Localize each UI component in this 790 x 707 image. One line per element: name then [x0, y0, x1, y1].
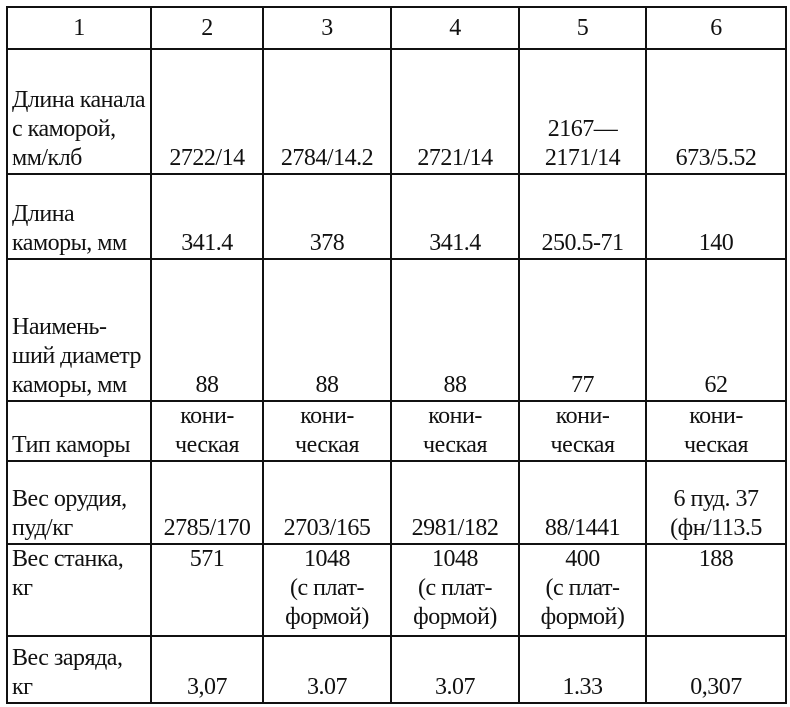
- table-row: [7, 174, 786, 259]
- row-label: Вес станка, кг: [7, 544, 151, 636]
- row-label: Наимень- ший диаметр каморы, мм: [7, 259, 151, 401]
- table-cell: 88: [263, 259, 391, 401]
- table-row: [7, 461, 786, 544]
- table-cell: 0,307: [646, 636, 786, 703]
- table-cell: 2703/165: [263, 461, 391, 544]
- table-cell: 2722/14: [151, 49, 263, 174]
- table-cell: 341.4: [391, 174, 519, 259]
- table-cell: 2167— 2171/14: [519, 49, 646, 174]
- row-label: Тип каморы: [7, 401, 151, 461]
- table-cell: кони- ческая: [391, 401, 519, 461]
- table-row: [7, 259, 786, 401]
- table-row: [7, 544, 786, 636]
- table-cell: кони- ческая: [263, 401, 391, 461]
- table-cell: 1048 (с плат- формой): [263, 544, 391, 636]
- table-cell: 2784/14.2: [263, 49, 391, 174]
- header-cell: 1: [7, 7, 151, 49]
- table-cell: 88: [151, 259, 263, 401]
- table-cell: 1.33: [519, 636, 646, 703]
- table-cell: 341.4: [151, 174, 263, 259]
- table-cell: 77: [519, 259, 646, 401]
- table-row: [7, 401, 786, 461]
- table-cell: 3,07: [151, 636, 263, 703]
- row-label: Вес орудия, пуд/кг: [7, 461, 151, 544]
- header-cell: 4: [391, 7, 519, 49]
- table-cell: 2785/170: [151, 461, 263, 544]
- header-row: [7, 7, 786, 49]
- table-cell: 1048 (с плат- формой): [391, 544, 519, 636]
- table-cell: кони- ческая: [519, 401, 646, 461]
- table-cell: 378: [263, 174, 391, 259]
- row-label: Вес заряда, кг: [7, 636, 151, 703]
- table-cell: 2981/182: [391, 461, 519, 544]
- table-cell: 6 пуд. 37 (фн/113.5: [646, 461, 786, 544]
- table-cell: 571: [151, 544, 263, 636]
- table-cell: 250.5-71: [519, 174, 646, 259]
- table-cell: 88/1441: [519, 461, 646, 544]
- header-cell: 6: [646, 7, 786, 49]
- table-cell: 188: [646, 544, 786, 636]
- header-cell: 3: [263, 7, 391, 49]
- table-row: [7, 636, 786, 703]
- table-cell: кони- ческая: [151, 401, 263, 461]
- table-cell: 140: [646, 174, 786, 259]
- table-cell: 3.07: [391, 636, 519, 703]
- specs-table: [6, 6, 787, 704]
- table-cell: 3.07: [263, 636, 391, 703]
- table-cell: 673/5.52: [646, 49, 786, 174]
- header-cell: 2: [151, 7, 263, 49]
- header-cell: 5: [519, 7, 646, 49]
- table-row: [7, 49, 786, 174]
- table-cell: 2721/14: [391, 49, 519, 174]
- table-cell: 400 (с плат- формой): [519, 544, 646, 636]
- row-label: Длина каморы, мм: [7, 174, 151, 259]
- row-label: Длина канала с каморой, мм/клб: [7, 49, 151, 174]
- table-cell: 62: [646, 259, 786, 401]
- table-cell: кони- ческая: [646, 401, 786, 461]
- table-cell: 88: [391, 259, 519, 401]
